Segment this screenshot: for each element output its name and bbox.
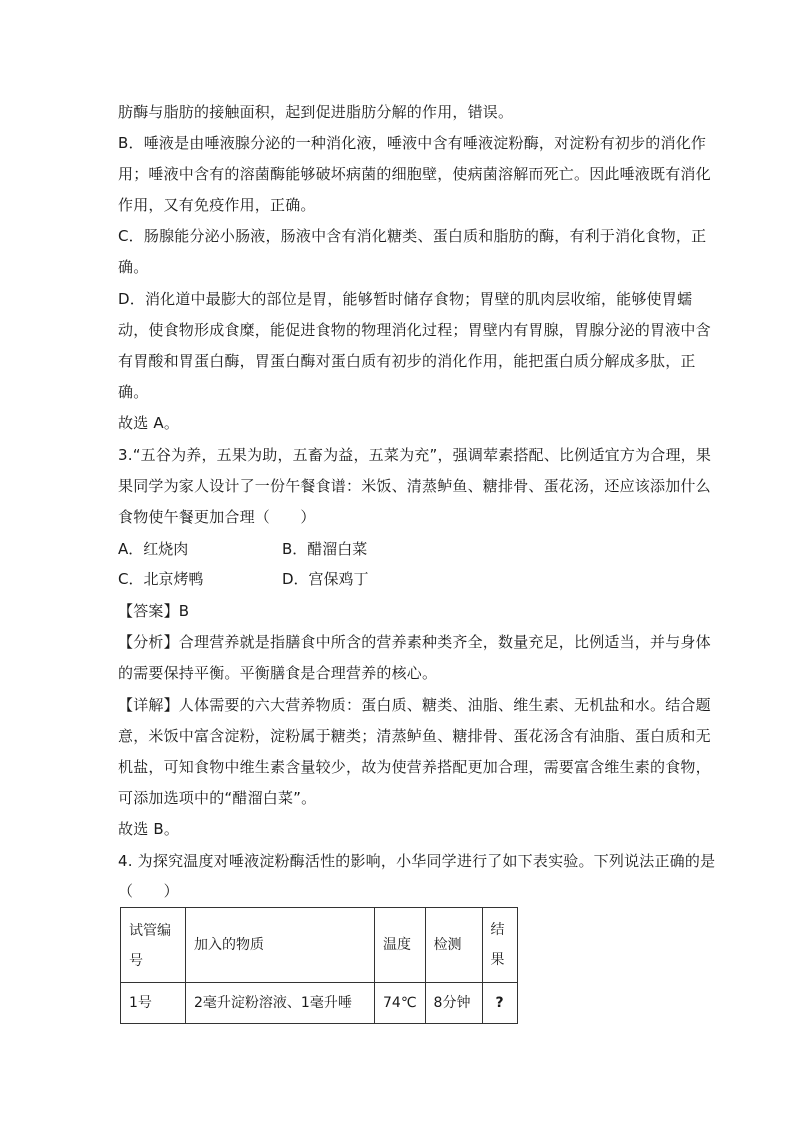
option-c-explanation: C．肠腺能分泌小肠液，肠液中含有消化糖类、蛋白质和脂肪的酶，有利于消化食物，正 bbox=[118, 227, 707, 245]
table-cell: ? bbox=[482, 983, 517, 1024]
detail-line: 意，米饭中富含淀粉，淀粉属于糖类；清蒸鲈鱼、糖排骨、蛋花汤含有油脂、蛋白质和无 bbox=[118, 727, 711, 745]
option-b-explanation: B．唾液是由唾液腺分泌的一种消化液，唾液中含有唾液淀粉酶，对淀粉有初步的消化作 bbox=[118, 134, 707, 152]
text-line: 作用，又有免疫作用，正确。 bbox=[118, 196, 316, 214]
table-header-cell: 加入的物质 bbox=[186, 908, 375, 983]
table-cell: 74℃ bbox=[375, 983, 426, 1024]
question-4-stem: 4. 为探究温度对唾液淀粉酶活性的影响，小华同学进行了如下表实验。下列说法正确的是 bbox=[118, 852, 716, 870]
table-header-cell: 试管编号 bbox=[121, 908, 186, 983]
text-line: 确。 bbox=[118, 258, 149, 276]
question-3-stem: 3.“五谷为养，五果为助，五畜为益，五菜为充”，强调荤素搭配、比例适宜方为合理，果 bbox=[118, 446, 712, 464]
text-line: 果同学为家人设计了一份午餐食谱：米饭、清蒸鲈鱼、糖排骨、蛋花汤，还应该添加什么 bbox=[118, 477, 711, 495]
conclusion-line: 故选 B。 bbox=[118, 820, 180, 838]
answer-line: 【答案】B bbox=[118, 602, 190, 620]
table-header-cell: 温度 bbox=[375, 908, 426, 983]
detail-line: 可添加选项中的“醋溜白菜”。 bbox=[118, 789, 317, 807]
text-line: 确。 bbox=[118, 383, 149, 401]
option-d: D．宫保鸡丁 bbox=[282, 570, 369, 588]
detail-line: 【详解】人体需要的六大营养物质：蛋白质、糖类、油脂、维生素、无机盐和水。结合题 bbox=[118, 696, 711, 714]
text-line: 有胃酸和胃蛋白酶，胃蛋白酶对蛋白质有初步的消化作用，能把蛋白质分解成多肽，正 bbox=[118, 352, 696, 370]
table-header-row bbox=[121, 908, 518, 983]
table-cell: 1号 bbox=[121, 983, 186, 1024]
text-line: 肪酶与脂肪的接触面积，起到促进脂肪分解的作用，错误。 bbox=[118, 103, 514, 121]
table-header-cell: 检测 bbox=[425, 908, 482, 983]
text-line: 食物使午餐更加合理（ ） bbox=[118, 508, 316, 526]
option-c: C．北京烤鸭 bbox=[118, 570, 204, 588]
option-d-explanation: D．消化道中最膨大的部位是胃，能够暂时储存食物；胃壁的肌肉层收缩，能够使胃蠕 bbox=[118, 290, 693, 308]
option-a: A．红烧肉 bbox=[118, 540, 189, 558]
analysis-line: 的需要保持平衡。平衡膳食是合理营养的核心。 bbox=[118, 664, 438, 682]
text-line: 动，使食物形成食糜，能促进食物的物理消化过程；胃壁内有胃腺，胃腺分泌的胃液中含 bbox=[118, 321, 711, 339]
table-cell: 2毫升淀粉溶液、1毫升唾 bbox=[186, 983, 375, 1024]
question-4-bracket: （ ） bbox=[118, 882, 179, 900]
table-row bbox=[121, 983, 518, 1024]
text-line: 用；唾液中含有的溶菌酶能够破坏病菌的细胞壁，使病菌溶解而死亡。因此唾液既有消化 bbox=[118, 165, 711, 183]
conclusion-line: 故选 A。 bbox=[118, 414, 180, 432]
experiment-table bbox=[120, 907, 518, 1024]
option-b: B．醋溜白菜 bbox=[282, 540, 368, 558]
table-header-cell: 结果 bbox=[482, 908, 517, 983]
analysis-line: 【分析】合理营养就是指膳食中所含的营养素种类齐全，数量充足，比例适当，并与身体 bbox=[118, 633, 711, 651]
table-cell: 8分钟 bbox=[425, 983, 482, 1024]
detail-line: 机盐，可知食物中维生素含量较少，故为使营养搭配更加合理，需要富含维生素的食物， bbox=[118, 758, 711, 776]
